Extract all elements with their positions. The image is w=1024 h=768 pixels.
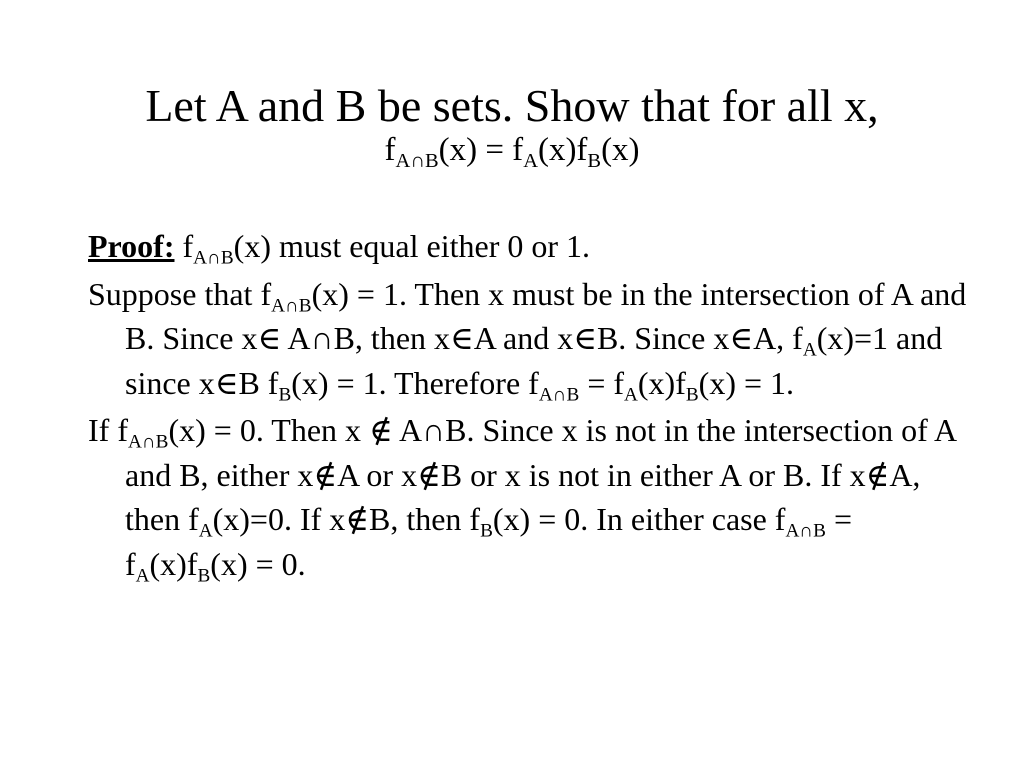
- case-zero-paragraph: [88, 408, 968, 586]
- slide-body: [88, 224, 968, 589]
- text-run: (x) = 0. In either case f: [492, 501, 786, 537]
- text-run: (x)f: [537, 131, 588, 168]
- proof-paragraph: [88, 224, 968, 269]
- text-run: (x)=1 and since x∈B f: [125, 320, 943, 401]
- subscript: B: [685, 384, 699, 406]
- subscript: A∩B: [271, 295, 312, 317]
- text-run: If f: [88, 412, 128, 448]
- proof-label: Proof:: [88, 228, 175, 264]
- subscript: B: [278, 384, 292, 406]
- subscript: A∩B: [127, 431, 169, 453]
- text-run: f: [384, 131, 396, 168]
- subscript: A: [135, 565, 150, 587]
- text-run: (x) = 1.: [698, 364, 795, 401]
- subscript: A∩B: [193, 247, 234, 269]
- text-run: Suppose that f: [88, 275, 272, 312]
- subscript: B: [480, 520, 493, 542]
- text-run: (x)f: [149, 545, 198, 582]
- slide-title: [40, 80, 984, 172]
- subscript: A∩B: [785, 520, 826, 542]
- title-line-1: Let A and B be sets. Show that for all x,: [145, 80, 879, 131]
- subscript: A: [523, 149, 538, 172]
- text-run: (x): [601, 131, 640, 168]
- subscript: A: [624, 384, 638, 406]
- text-run: (x) = 0. Then x ∉ A∩B. Since x is not in the intersection of A and B, either x∉A or x∉B or x is not in either A or B. If x∉A, then f: [125, 412, 956, 537]
- text-run: = f: [579, 364, 625, 401]
- text-run: (x) = f: [438, 131, 524, 168]
- text-run: (x)f: [637, 364, 686, 401]
- case-one-paragraph: [88, 272, 968, 406]
- text-run: (x) = 1. Therefore f: [291, 364, 539, 401]
- subscript: B: [197, 565, 211, 587]
- text-run: (x)=0. If x∉B, then f: [212, 501, 481, 537]
- subscript: A∩B: [538, 384, 580, 406]
- subscript: A: [802, 339, 817, 361]
- text-run: = f: [125, 501, 853, 582]
- subscript: A∩B: [395, 149, 439, 172]
- text-run: (x) must equal either 0 or 1.: [233, 228, 590, 264]
- text-run: (x) = 1. Then x must be in the intersection of A and B. Since x∈ A∩B, then x∈A and x∈B. Since x∈A, f: [125, 275, 967, 356]
- title-formula: [40, 131, 984, 172]
- subscript: B: [587, 149, 602, 172]
- text-run: f: [174, 228, 194, 264]
- text-run: (x) = 0.: [210, 545, 306, 582]
- subscript: A: [198, 520, 213, 542]
